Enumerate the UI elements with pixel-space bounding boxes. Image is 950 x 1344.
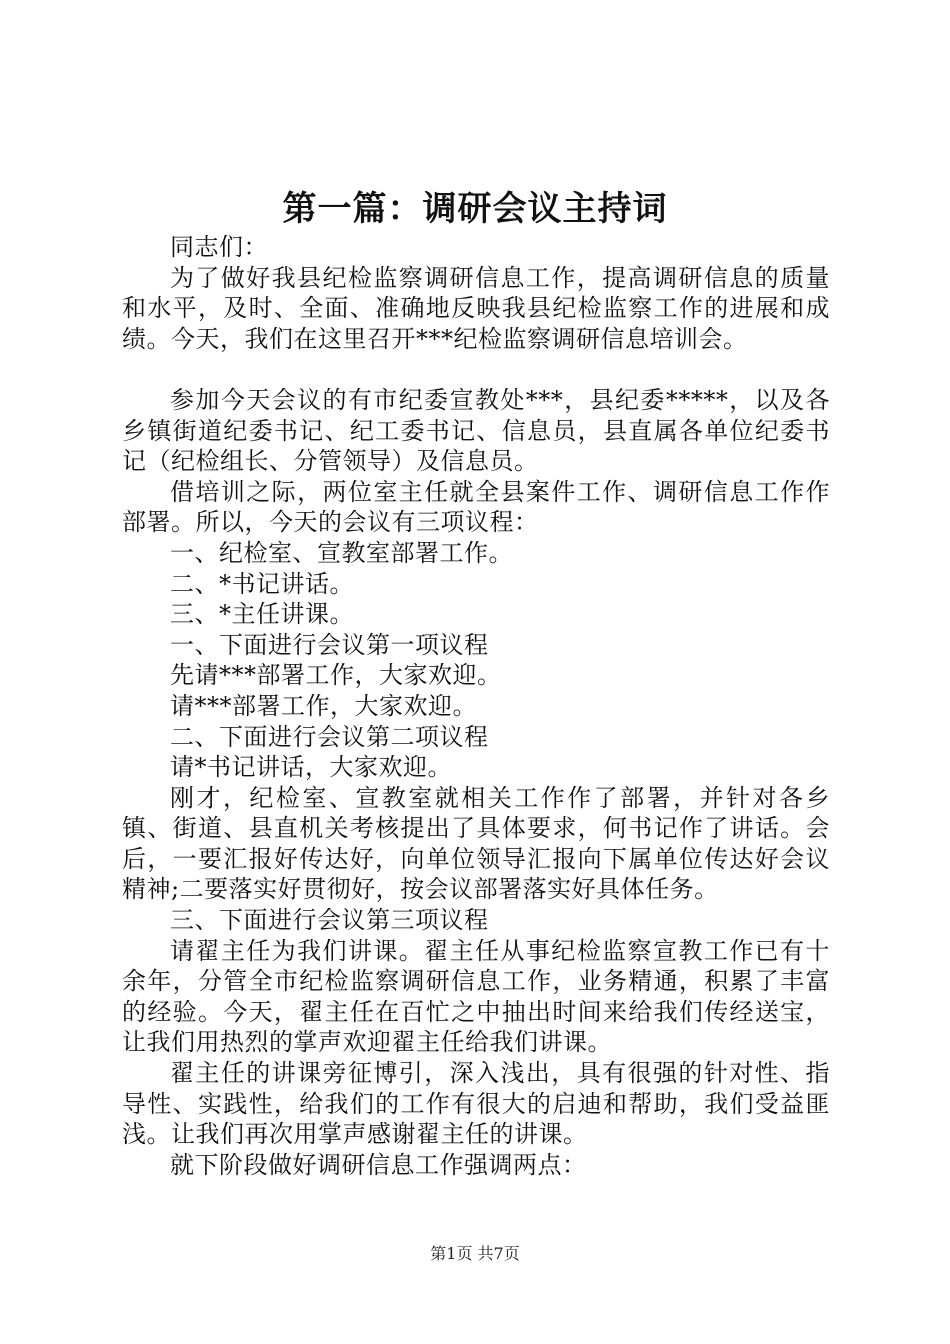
paragraph-section-1-line-1: 先请***部署工作，大家欢迎。 [170,661,502,690]
paragraph-agenda-item-1: 一、纪检室、宣教室部署工作。 [170,538,513,567]
paragraph-salutation: 同志们： [170,233,268,261]
page-number-footer: 第1页 共7页 [430,1244,520,1263]
paragraph-section-1-heading: 一、下面进行会议第一项议程 [170,630,489,659]
paragraph-section-1-line-2: 请***部署工作，大家欢迎。 [170,691,477,720]
paragraph-lecture-thanks: 翟主任的讲课旁征博引，深入浅出，具有很强的针对性、指导性、实践性，给我们的工作有很大的启迪和帮助，我们受益匪浅。让我们再次用掌声感谢翟主任的讲课。 [122,1059,830,1149]
paragraph-attendees: 参加今天会议的有市纪委宣教处***，县纪委*****，以及各乡镇街道纪委书记、纪工委书记、信息员，县直属各单位纪委书记（纪检组长、分管领导）及信息员。 [122,385,830,476]
paragraph-lecture-intro: 请翟主任为我们讲课。翟主任从事纪检监察宣教工作已有十余年，分管全市纪检监察调研信息工作，业务精通，积累了丰富的经验。今天，翟主任在百忙之中抽出时间来给我们传经送宝，让我们用热烈的掌声欢迎翟主任给我们讲课。 [122,936,830,1057]
paragraph-summary: 刚才，纪检室、宣教室就相关工作作了部署，并针对各乡镇、街道、县直机关考核提出了具体要求，何书记作了讲话。会后，一要汇报好传达好，向单位领导汇报向下属单位传达好会议精神;二要落实好贯彻好，按会议部署落实好具体任务。 [122,783,830,904]
paragraph-agenda-intro: 借培训之际，两位室主任就全县案件工作、调研信息工作作部署。所以，今天的会议有三项议程： [122,477,830,537]
paragraph-intro: 为了做好我县纪检监察调研信息工作，提高调研信息的质量和水平，及时、全面、准确地反映我县纪检监察工作的进展和成绩。今天，我们在这里召开***纪检监察调研信息培训会。 [122,263,830,353]
paragraph-section-2-line-1: 请*书记讲话，大家欢迎。 [170,753,452,782]
paragraph-agenda-item-3: 三、*主任讲课。 [170,600,354,629]
paragraph-agenda-item-2: 二、*书记讲话。 [170,569,354,598]
document-title: 第一篇：调研会议主持词 [282,189,668,229]
paragraph-section-3-heading: 三、下面进行会议第三项议程 [170,906,489,935]
document-body [122,232,830,1180]
paragraph-closing-points: 就下阶段做好调研信息工作强调两点： [170,1150,587,1179]
paragraph-section-2-heading: 二、下面进行会议第二项议程 [170,722,489,751]
